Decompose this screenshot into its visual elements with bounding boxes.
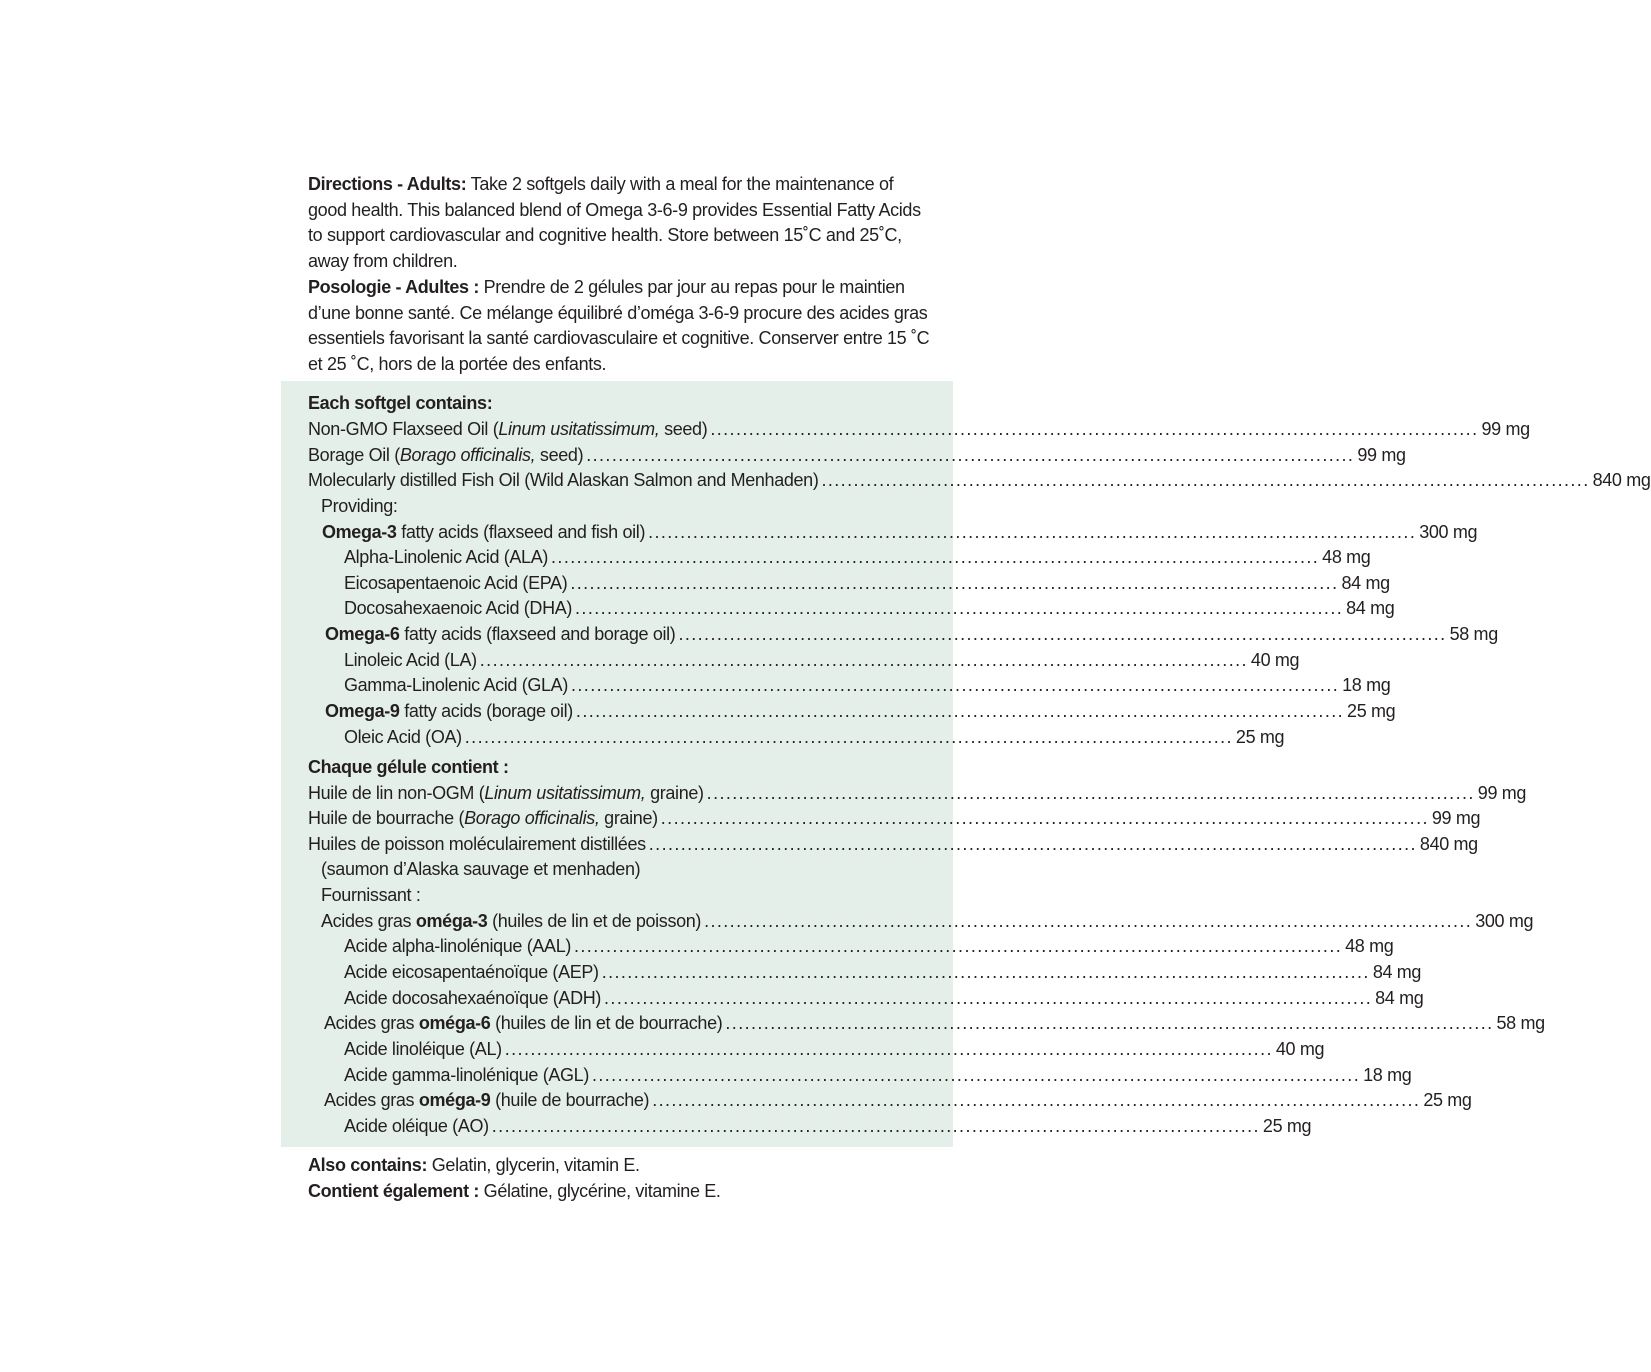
english-heading: Each softgel contains:	[308, 393, 493, 413]
borage-name: Borage Oil (	[308, 445, 400, 465]
poisson-name: Huiles de poisson moléculairement distillées	[308, 834, 646, 854]
directions-english-label: Directions - Adults:	[308, 174, 467, 194]
omega-9-text: fatty acids (borage oil)	[399, 701, 573, 721]
directions-block	[308, 172, 933, 378]
al-name: Acide linoléique (AL)	[344, 1039, 502, 1059]
leader-dots: ........................................................................................................................	[479, 650, 1248, 670]
epa-amount: 84 mg	[1341, 573, 1390, 593]
omega-6-fr-prefix: Acides gras	[324, 1013, 419, 1033]
ao-name: Acide oléique (AO)	[344, 1116, 489, 1136]
leader-dots: ........................................................................................................................	[491, 1116, 1260, 1136]
bourrache-amount: 99 mg	[1431, 808, 1481, 828]
dha-name: Docosahexaenoic Acid (DHA)	[344, 598, 573, 618]
leader-dots: ........................................................................................................................	[591, 1065, 1361, 1085]
ala-name: Alpha-Linolenic Acid (ALA)	[344, 547, 549, 567]
leader-dots: ........................................................................................................................	[821, 470, 1590, 490]
ingredient-row-omega-6-fr	[324, 1011, 1545, 1037]
aep-amount: 84 mg	[1372, 962, 1422, 982]
leader-dots: ........................................................................................................................	[574, 936, 1343, 956]
ingredient-row-omega-3	[322, 520, 1478, 546]
ingredients-panel	[281, 381, 1651, 1147]
omega-9-amount: 25 mg	[1347, 701, 1396, 721]
omega-3-fr-prefix: Acides gras	[321, 911, 416, 931]
ingredient-row-bourrache	[308, 806, 1481, 832]
lin-latin: Linum usitatissimum,	[484, 783, 646, 803]
la-name: Linoleic Acid (LA)	[344, 650, 477, 670]
omega-6-label: Omega-6	[325, 624, 400, 644]
adh-name: Acide docosahexaénoïque (ADH)	[344, 988, 602, 1008]
directions-english	[308, 172, 933, 275]
flaxseed-amount: 99 mg	[1481, 419, 1530, 439]
ingredient-row-lin	[308, 781, 1527, 807]
omega-9-fr-label: oméga-9	[418, 1090, 491, 1110]
ingredient-row-aal	[344, 934, 1394, 960]
leader-dots: ........................................................................................................................	[648, 834, 1417, 854]
leader-dots: ........................................................................................................................	[660, 808, 1429, 828]
ingredient-row-aep	[344, 960, 1422, 986]
leader-dots: ........................................................................................................................	[725, 1013, 1494, 1033]
bourrache-part: graine)	[599, 808, 658, 828]
also-contains-english-label: Also contains:	[308, 1155, 428, 1175]
poisson-note: (saumon d’Alaska sauvage et menhaden)	[321, 859, 641, 879]
borage-part: seed)	[535, 445, 584, 465]
ala-amount: 48 mg	[1322, 547, 1371, 567]
bourrache-name: Huile de bourrache (	[308, 808, 465, 828]
omega-6-fr-label: oméga-6	[418, 1013, 491, 1033]
also-contains-english	[308, 1153, 721, 1179]
lin-name: Huile de lin non-OGM (	[308, 783, 485, 803]
dha-amount: 84 mg	[1346, 598, 1395, 618]
flaxseed-name: Non-GMO Flaxseed Oil (	[308, 419, 499, 439]
ingredient-row-ala	[344, 545, 1371, 571]
aal-name: Acide alpha-linolénique (AAL)	[344, 936, 571, 956]
ingredient-row-fish-oil	[308, 468, 1651, 494]
ingredient-row-omega-9	[325, 699, 1396, 725]
leader-dots: ........................................................................................................................	[586, 445, 1355, 465]
leader-dots: ........................................................................................................................	[504, 1039, 1273, 1059]
omega-3-amount: 300 mg	[1419, 522, 1478, 542]
french-heading: Chaque gélule contient :	[308, 757, 509, 777]
directions-french-text: Prendre de 2 gélules par jour au repas pour le maintien d’une bonne santé. Ce mélange équilibré d’oméga 3-6-9 procure des acides gras essentiels favorisant la santé cardiovasculaire et cognitive. Conserver entre 15 ˚C et 25 ˚C, hors de la portée des enfants.	[308, 276, 930, 374]
leader-dots: ........................................................................................................................	[678, 624, 1447, 644]
agl-amount: 18 mg	[1363, 1065, 1412, 1085]
ingredient-row-borage	[308, 443, 1406, 469]
gla-name: Gamma-Linolenic Acid (GLA)	[344, 675, 568, 695]
omega-9-label: Omega-9	[325, 701, 400, 721]
ingredient-row-oa	[344, 725, 1285, 751]
also-contains-french	[308, 1179, 721, 1205]
leader-dots: ........................................................................................................................	[575, 598, 1344, 618]
leader-dots: ........................................................................................................................	[464, 727, 1233, 747]
leader-dots: ........................................................................................................................	[551, 547, 1320, 567]
ao-amount: 25 mg	[1262, 1116, 1312, 1136]
agl-name: Acide gamma-linolénique (AGL)	[344, 1065, 589, 1085]
epa-name: Eicosapentaenoic Acid (EPA)	[344, 573, 568, 593]
poisson-amount: 840 mg	[1419, 834, 1478, 854]
lin-amount: 99 mg	[1477, 783, 1527, 803]
ingredient-row-ao	[344, 1114, 1312, 1140]
flaxseed-latin: Linum usitatissimum,	[498, 419, 660, 439]
omega-6-fr-text: (huiles de lin et de bourrache)	[490, 1013, 723, 1033]
leader-dots: ........................................................................................................................	[648, 522, 1417, 542]
flaxseed-part: seed)	[659, 419, 708, 439]
omega-6-amount: 58 mg	[1449, 624, 1498, 644]
gla-amount: 18 mg	[1342, 675, 1391, 695]
oa-amount: 25 mg	[1235, 727, 1285, 747]
ingredient-row-adh	[344, 986, 1424, 1012]
leader-dots: ........................................................................................................................	[575, 701, 1345, 721]
leader-dots: ........................................................................................................................	[710, 419, 1479, 439]
borage-amount: 99 mg	[1357, 445, 1406, 465]
bourrache-latin: Borago officinalis,	[464, 808, 600, 828]
fournissant-label: Fournissant :	[321, 885, 421, 905]
omega-3-fr-text: (huiles de lin et de poisson)	[487, 911, 702, 931]
omega-3-label: Omega-3	[322, 522, 397, 542]
also-contains-french-text: Gélatine, glycérine, vitamine E.	[479, 1180, 721, 1201]
aal-amount: 48 mg	[1345, 936, 1394, 956]
ingredient-row-al	[344, 1037, 1325, 1063]
la-amount: 40 mg	[1250, 650, 1300, 670]
also-contains-english-text: Gelatin, glycerin, vitamin E.	[427, 1155, 640, 1175]
ingredient-row-epa	[344, 571, 1390, 597]
leader-dots: ........................................................................................................................	[704, 911, 1473, 931]
ingredient-row-omega-6	[325, 622, 1498, 648]
fish-oil-amount: 840 mg	[1592, 470, 1651, 490]
ingredient-row-omega-9-fr	[324, 1088, 1472, 1114]
adh-amount: 84 mg	[1375, 988, 1424, 1008]
al-amount: 40 mg	[1275, 1039, 1325, 1059]
omega-3-text: fatty acids (flaxseed and fish oil)	[396, 522, 646, 542]
directions-french	[308, 275, 933, 378]
leader-dots: ........................................................................................................................	[601, 962, 1370, 982]
omega-3-fr-amount: 300 mg	[1475, 911, 1534, 931]
also-contains-french-label: Contient également :	[308, 1180, 480, 1201]
ingredient-row-la	[344, 648, 1300, 674]
leader-dots: ........................................................................................................................	[652, 1090, 1421, 1110]
ingredient-row-gla	[344, 673, 1391, 699]
ingredient-row-agl	[344, 1063, 1412, 1089]
omega-9-fr-amount: 25 mg	[1423, 1090, 1472, 1110]
ingredient-row-omega-3-fr	[321, 909, 1534, 935]
leader-dots: ........................................................................................................................	[604, 988, 1373, 1008]
omega-9-fr-text: (huile de bourrache)	[490, 1090, 650, 1110]
omega-3-fr-label: oméga-3	[415, 911, 488, 931]
omega-6-fr-amount: 58 mg	[1496, 1013, 1545, 1033]
leader-dots: ........................................................................................................................	[706, 783, 1475, 803]
leader-dots: ........................................................................................................................	[570, 573, 1339, 593]
borage-latin: Borago officinalis,	[399, 445, 536, 465]
ingredient-row-flaxseed	[308, 417, 1530, 443]
leader-dots: ........................................................................................................................	[571, 675, 1340, 695]
ingredient-row-poisson	[308, 832, 1478, 858]
providing-label: Providing:	[321, 496, 398, 516]
aep-name: Acide eicosapentaénoïque (AEP)	[344, 962, 599, 982]
omega-6-text: fatty acids (flaxseed and borage oil)	[399, 624, 676, 644]
fish-oil-name: Molecularly distilled Fish Oil (Wild Alaskan Salmon and Menhaden)	[308, 470, 819, 490]
directions-english-text: Take 2 softgels daily with a meal for the maintenance of good health. This balanced blend of Omega 3-6-9 provides Essential Fatty Acids to support cardiovascular and cognitive health. Store between 15˚C and 25˚C, away from children.	[308, 174, 921, 272]
oa-name: Oleic Acid (OA)	[344, 727, 462, 747]
lin-part: graine)	[645, 783, 704, 803]
omega-9-fr-prefix: Acides gras	[324, 1090, 419, 1110]
directions-french-label: Posologie - Adultes :	[308, 276, 479, 297]
also-contains-block	[308, 1153, 721, 1204]
ingredient-row-dha	[344, 596, 1395, 622]
